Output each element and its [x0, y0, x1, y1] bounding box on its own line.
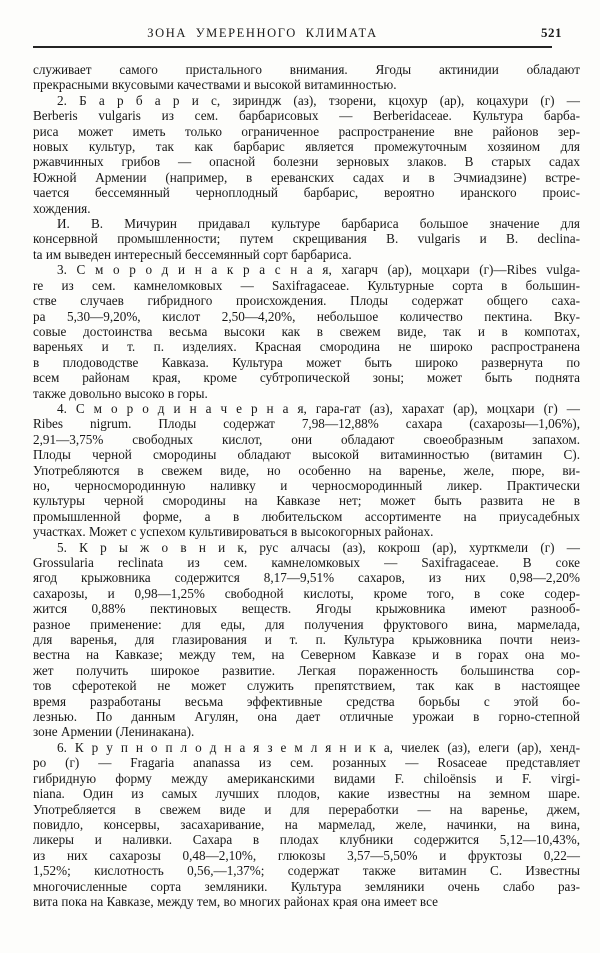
text-line: лезнью. По данным Агулян, она дает отличные урожаи в горно-степной [33, 709, 580, 725]
page-body [33, 62, 580, 909]
text-line: ржавчинных грибов — опасной болезни зерновых злаков. В старых садах [33, 154, 580, 170]
page-number: 521 [541, 25, 562, 40]
text-line: Употребляются в свежем виде, но особенно на варенье, желе, пюре, ви- [33, 462, 580, 478]
text-line: из них сахарозы 0,48—2,10%, глюкозы 3,57—5,50% и фруктозы 0,22— [33, 847, 580, 863]
text-line: ta им выведен интересный бессемянный сорт барбариса. [33, 246, 352, 262]
text-line: Ribes nigrum. Плоды содержат 7,98—12,88% сахара (сахарозы—1,06%), [33, 416, 580, 432]
text-line: 3. С м о р о д и н а к р а с н а я, хагарч (ар), моцхари (г)—Ribes vulga- [57, 262, 580, 278]
text-line: риса может иметь только ограниченное распространение вне районов зер- [33, 123, 580, 139]
text-line: re из сем. камнеломковых — Saxifragaceae. Культурные сорта в большин- [33, 277, 580, 293]
text-line: повидло, консервы, засахаривание, на мармелад, желе, начинки, на вина, [33, 816, 580, 832]
text-line: время разработаны весьма эффективные средства борьбы с этой бо- [33, 693, 580, 709]
text-line: консервной промышленности; путем скрещивания B. vulgaris и B. declina- [33, 231, 580, 247]
text-line: хождения. [33, 200, 91, 216]
text-line: Плоды черной смородины обладают высокой витаминностью (витамин С). [33, 447, 580, 463]
text-line: ра 5,30—9,20%, кислот 2,50—4,20%, небольшое количество пектина. Вку- [33, 308, 580, 324]
text-line: чается бессемянный черноплодный барбарис, вероятно иранского проис- [33, 185, 580, 201]
text-line: 5. К р ы ж о в н и к, рус алчасы (аз), кокрош (ар), хурткмели (г) — [57, 539, 580, 555]
text-line: культуры черной смородины на Кавказе нет; может быть развита не в [33, 493, 580, 509]
text-line: 2. Б а р б а р и с, зириндж (аз), тзорени, кцохур (ар), коцахури (г) — [57, 92, 580, 108]
text-line: сахарозы, и 0,98—1,25% свободной кислоты, кроме того, в соке содер- [33, 585, 580, 601]
text-line: для варенья, для глазирования и т. п. Культура крыжовника почти неиз- [33, 632, 580, 648]
text-line: ро (г) — Fragaria ananassa из сем. розанных — Rosaceae представляет [33, 755, 580, 771]
text-line: прекрасными вкусовыми качествами и высокой витаминностью. [33, 77, 397, 93]
text-line: в плодоводстве Кавказа. Культура может быть широко развернута по [33, 354, 580, 370]
text-line: совые достоинства весьма высоки как в свежем виде, так и в компотах, [33, 323, 580, 339]
text-line: новых культур, так как барбарис является промежуточным хозяином для [33, 139, 580, 155]
text-line: участках. Может с успехом культивироваться в высокогорных районах. [33, 524, 434, 540]
text-line: гибридную форму между американскими видами F. chiloënsis и F. virgi- [33, 770, 580, 786]
text-line: Употребляется в свежем виде и для переработки — на варенье, джем, [33, 801, 580, 817]
text-line: Grossularia reclinata из сем. камнеломковых — Saxifragaceae. В соке [33, 555, 580, 570]
text-line: разное применение: для еды, для получения фруктового вина, мармелада, [33, 616, 580, 632]
text-line: также довольно высоко в горы. [33, 385, 208, 401]
text-line: всем районам края, кроме субтропической зоны; может быть поднята [33, 370, 580, 386]
text-line: промышленной форме, а в любительском ассортименте на приусадебных [33, 508, 580, 524]
text-line: Berberis vulgaris из сем. барбарисовых — Berberidaceae. Культура барба- [33, 108, 580, 124]
text-line: вита пока на Кавказе, между тем, во многих районах края она имеет все [33, 893, 438, 909]
text-line: вареньях и т. п. изделиях. Красная смородина не широко распространена [33, 339, 580, 355]
text-line: 1,52%; кислотность 0,56,—1,37%; содержат также витамин С. Известны [33, 863, 580, 879]
page-header [33, 24, 562, 48]
text-line: но, черносмородинную наливку и черносмородинный ликер. Практически [33, 477, 580, 493]
text-line: служивает самого пристального внимания. Ягоды актинидии обладают [33, 62, 580, 77]
text-line: niana. Один из самых лучших плодов, какие известны на земном шаре. [33, 786, 580, 802]
text-line: жится 0,88% пектиновых веществ. Ягоды крыжовника имеют разнооб- [33, 601, 580, 617]
text-line: многочисленные сорта земляники. Культура земляники очень слабо раз- [33, 878, 580, 894]
text-line: И. В. Мичурин придавал культуре барбариса большое значение для [57, 216, 580, 232]
text-line: вестна на Кавказе; между тем, на Северном Кавказе и в горах она мо- [33, 647, 580, 663]
text-line: 6. К р у п н о п л о д н а я з е м л я н и к а, чиелек (аз), елеги (ар), хенд- [57, 739, 580, 755]
text-line: ягод крыжовника содержится 8,17—9,51% сахаров, из них 0,98—2,20% [33, 570, 580, 586]
text-line: 2,91—3,75% свободных кислот, они обладают своеобразным запахом. [33, 431, 580, 447]
text-line: тов сферотекой не может служить препятствием, так как в настоящее [33, 678, 580, 694]
text-line: стве случаев гибридного происхождения. Плоды содержат общего саха- [33, 293, 580, 309]
text-line: зоне Армении (Ленинакана). [33, 724, 195, 740]
running-title: ЗОНА УМЕРЕННОГО КЛИМАТА [147, 26, 378, 40]
text-line: Южной Армении (например, в ереванских садах и в Эчмиадзине) встре- [33, 169, 580, 185]
text-line: ликеры и наливки. Сахара в плодах клубники содержится 5,12—10,43%, [33, 832, 580, 848]
text-line: 4. С м о р о д и н а ч е р н а я, гара-гат (аз), харахат (ар), моцхари (г) — [57, 400, 580, 416]
text-line: жет получить широкое развитие. Легкая пораженность большинства сор- [33, 662, 580, 678]
